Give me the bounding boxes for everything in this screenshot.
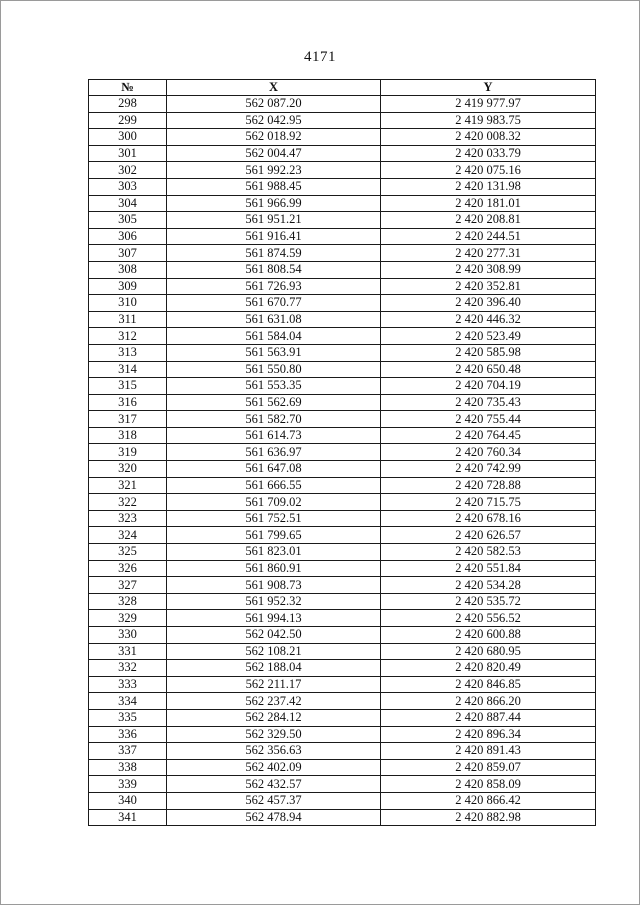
cell-y: 2 420 882.98 [381, 809, 596, 826]
cell-y: 2 420 534.28 [381, 577, 596, 594]
cell-x: 562 087.20 [167, 96, 381, 113]
cell-number: 299 [89, 112, 167, 129]
cell-number: 334 [89, 693, 167, 710]
cell-number: 313 [89, 344, 167, 361]
table-body [89, 96, 596, 826]
cell-y: 2 420 678.16 [381, 510, 596, 527]
cell-x: 561 908.73 [167, 577, 381, 594]
cell-y: 2 420 075.16 [381, 162, 596, 179]
cell-number: 332 [89, 660, 167, 677]
cell-x: 561 614.73 [167, 427, 381, 444]
cell-x: 561 670.77 [167, 295, 381, 312]
table-row [89, 560, 596, 577]
cell-number: 308 [89, 261, 167, 278]
cell-y: 2 420 820.49 [381, 660, 596, 677]
cell-x: 562 478.94 [167, 809, 381, 826]
table-row [89, 726, 596, 743]
cell-y: 2 420 742.99 [381, 461, 596, 478]
cell-x: 562 284.12 [167, 709, 381, 726]
cell-number: 339 [89, 776, 167, 793]
table-row [89, 527, 596, 544]
table-row [89, 627, 596, 644]
cell-x: 561 874.59 [167, 245, 381, 262]
cell-y: 2 420 680.95 [381, 643, 596, 660]
table-row [89, 809, 596, 826]
cell-y: 2 420 650.48 [381, 361, 596, 378]
cell-x: 561 992.23 [167, 162, 381, 179]
cell-y: 2 420 866.20 [381, 693, 596, 710]
cell-number: 298 [89, 96, 167, 113]
cell-y: 2 420 704.19 [381, 378, 596, 395]
table-row [89, 411, 596, 428]
header-y: Y [381, 80, 596, 96]
cell-x: 561 709.02 [167, 494, 381, 511]
cell-x: 561 666.55 [167, 477, 381, 494]
cell-y: 2 420 755.44 [381, 411, 596, 428]
cell-number: 326 [89, 560, 167, 577]
page-number: 4171 [304, 49, 336, 65]
cell-number: 314 [89, 361, 167, 378]
cell-number: 320 [89, 461, 167, 478]
table-row [89, 743, 596, 760]
table-row [89, 212, 596, 229]
cell-number: 316 [89, 394, 167, 411]
cell-x: 561 916.41 [167, 228, 381, 245]
cell-number: 324 [89, 527, 167, 544]
cell-number: 305 [89, 212, 167, 229]
cell-x: 562 108.21 [167, 643, 381, 660]
cell-number: 321 [89, 477, 167, 494]
cell-x: 562 211.17 [167, 676, 381, 693]
cell-number: 309 [89, 278, 167, 295]
coordinates-table [88, 79, 596, 826]
cell-y: 2 420 396.40 [381, 295, 596, 312]
cell-y: 2 420 308.99 [381, 261, 596, 278]
cell-number: 340 [89, 792, 167, 809]
cell-x: 561 860.91 [167, 560, 381, 577]
cell-number: 312 [89, 328, 167, 345]
table-row [89, 544, 596, 561]
cell-number: 306 [89, 228, 167, 245]
cell-number: 331 [89, 643, 167, 660]
cell-y: 2 420 277.31 [381, 245, 596, 262]
cell-x: 561 647.08 [167, 461, 381, 478]
table-row [89, 245, 596, 262]
cell-x: 561 550.80 [167, 361, 381, 378]
table-row [89, 709, 596, 726]
cell-y: 2 420 735.43 [381, 394, 596, 411]
cell-y: 2 420 866.42 [381, 792, 596, 809]
cell-x: 561 799.65 [167, 527, 381, 544]
header-number: № [89, 80, 167, 96]
cell-x: 561 563.91 [167, 344, 381, 361]
cell-x: 561 952.32 [167, 593, 381, 610]
cell-y: 2 420 626.57 [381, 527, 596, 544]
cell-x: 562 356.63 [167, 743, 381, 760]
table-row [89, 427, 596, 444]
table-row [89, 162, 596, 179]
cell-y: 2 420 008.32 [381, 129, 596, 146]
cell-number: 330 [89, 627, 167, 644]
cell-x: 562 018.92 [167, 129, 381, 146]
cell-number: 336 [89, 726, 167, 743]
cell-y: 2 420 556.52 [381, 610, 596, 627]
cell-number: 335 [89, 709, 167, 726]
table-row [89, 394, 596, 411]
cell-y: 2 419 977.97 [381, 96, 596, 113]
cell-y: 2 420 181.01 [381, 195, 596, 212]
cell-number: 325 [89, 544, 167, 561]
cell-number: 323 [89, 510, 167, 527]
table-row [89, 693, 596, 710]
cell-number: 311 [89, 311, 167, 328]
cell-x: 561 752.51 [167, 510, 381, 527]
cell-y: 2 420 858.09 [381, 776, 596, 793]
cell-x: 561 636.97 [167, 444, 381, 461]
cell-y: 2 420 582.53 [381, 544, 596, 561]
cell-y: 2 420 887.44 [381, 709, 596, 726]
table-row [89, 129, 596, 146]
cell-y: 2 420 131.98 [381, 178, 596, 195]
table-row [89, 444, 596, 461]
cell-number: 319 [89, 444, 167, 461]
table-row [89, 477, 596, 494]
table-row [89, 759, 596, 776]
cell-number: 315 [89, 378, 167, 395]
table-header-row [89, 80, 596, 96]
cell-y: 2 420 535.72 [381, 593, 596, 610]
cell-y: 2 420 846.85 [381, 676, 596, 693]
cell-x: 562 042.95 [167, 112, 381, 129]
cell-x: 561 584.04 [167, 328, 381, 345]
table-row [89, 261, 596, 278]
cell-y: 2 420 760.34 [381, 444, 596, 461]
cell-x: 562 432.57 [167, 776, 381, 793]
cell-number: 302 [89, 162, 167, 179]
cell-x: 561 553.35 [167, 378, 381, 395]
cell-y: 2 420 859.07 [381, 759, 596, 776]
cell-y: 2 420 891.43 [381, 743, 596, 760]
cell-y: 2 420 446.32 [381, 311, 596, 328]
cell-number: 304 [89, 195, 167, 212]
cell-x: 561 951.21 [167, 212, 381, 229]
cell-y: 2 420 896.34 [381, 726, 596, 743]
table-row [89, 378, 596, 395]
cell-y: 2 420 208.81 [381, 212, 596, 229]
cell-y: 2 420 764.45 [381, 427, 596, 444]
table-row [89, 461, 596, 478]
table-row [89, 792, 596, 809]
table-row [89, 361, 596, 378]
table-row [89, 311, 596, 328]
table-row [89, 660, 596, 677]
cell-x: 561 582.70 [167, 411, 381, 428]
table-row [89, 195, 596, 212]
table-row [89, 145, 596, 162]
cell-x: 562 188.04 [167, 660, 381, 677]
table-row [89, 676, 596, 693]
cell-x: 561 562.69 [167, 394, 381, 411]
cell-number: 303 [89, 178, 167, 195]
cell-number: 337 [89, 743, 167, 760]
table-row [89, 278, 596, 295]
table-row [89, 112, 596, 129]
cell-x: 561 966.99 [167, 195, 381, 212]
cell-number: 318 [89, 427, 167, 444]
table-row [89, 96, 596, 113]
cell-y: 2 420 715.75 [381, 494, 596, 511]
table-row [89, 577, 596, 594]
cell-x: 561 726.93 [167, 278, 381, 295]
cell-x: 561 631.08 [167, 311, 381, 328]
cell-x: 561 988.45 [167, 178, 381, 195]
table-row [89, 328, 596, 345]
table-row [89, 494, 596, 511]
cell-number: 341 [89, 809, 167, 826]
cell-y: 2 420 523.49 [381, 328, 596, 345]
cell-x: 562 004.47 [167, 145, 381, 162]
cell-number: 329 [89, 610, 167, 627]
cell-x: 561 994.13 [167, 610, 381, 627]
cell-x: 562 402.09 [167, 759, 381, 776]
cell-y: 2 420 033.79 [381, 145, 596, 162]
cell-number: 310 [89, 295, 167, 312]
cell-number: 301 [89, 145, 167, 162]
cell-number: 333 [89, 676, 167, 693]
cell-y: 2 420 244.51 [381, 228, 596, 245]
cell-number: 322 [89, 494, 167, 511]
table-row [89, 593, 596, 610]
cell-x: 562 329.50 [167, 726, 381, 743]
cell-number: 317 [89, 411, 167, 428]
table-row [89, 228, 596, 245]
cell-y: 2 420 600.88 [381, 627, 596, 644]
cell-number: 307 [89, 245, 167, 262]
table-row [89, 610, 596, 627]
cell-x: 561 808.54 [167, 261, 381, 278]
cell-number: 328 [89, 593, 167, 610]
cell-x: 562 042.50 [167, 627, 381, 644]
table-row [89, 510, 596, 527]
cell-number: 327 [89, 577, 167, 594]
cell-y: 2 420 551.84 [381, 560, 596, 577]
cell-number: 338 [89, 759, 167, 776]
cell-y: 2 420 728.88 [381, 477, 596, 494]
cell-x: 562 237.42 [167, 693, 381, 710]
header-x: X [167, 80, 381, 96]
table-row [89, 295, 596, 312]
table-row [89, 776, 596, 793]
cell-y: 2 419 983.75 [381, 112, 596, 129]
cell-y: 2 420 585.98 [381, 344, 596, 361]
cell-y: 2 420 352.81 [381, 278, 596, 295]
cell-number: 300 [89, 129, 167, 146]
cell-x: 561 823.01 [167, 544, 381, 561]
table-row [89, 178, 596, 195]
cell-x: 562 457.37 [167, 792, 381, 809]
table-row [89, 344, 596, 361]
table-row [89, 643, 596, 660]
